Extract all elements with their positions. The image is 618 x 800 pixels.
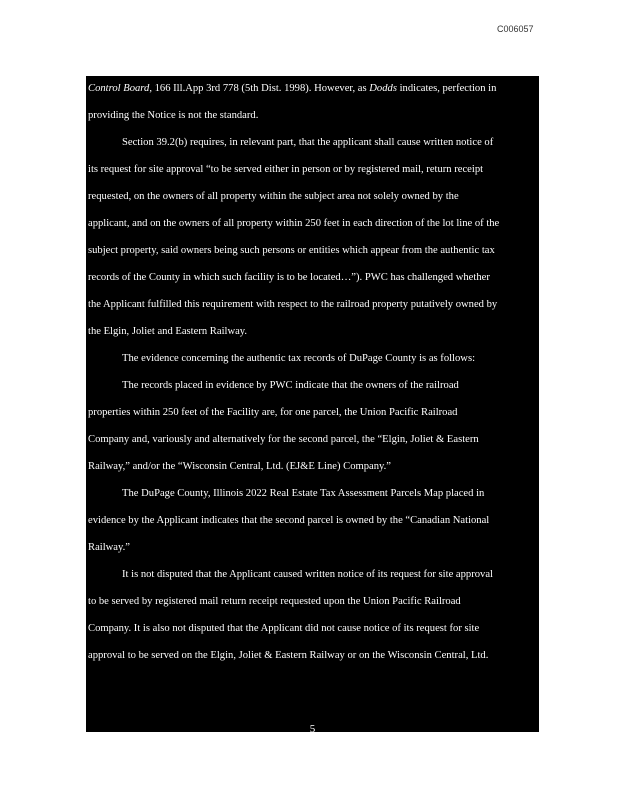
body-line: evidence by the Applicant indicates that the second parcel is owned by the “Canadian National xyxy=(88,515,490,526)
body-line: The evidence concerning the authentic tax records of DuPage County is as follows: xyxy=(122,353,476,364)
body-line: The DuPage County, Illinois 2022 Real Estate Tax Assessment Parcels Map placed in xyxy=(122,488,485,499)
body-line: Section 39.2(b) requires, in relevant part, that the applicant shall cause written notice of xyxy=(122,137,494,148)
body-line: requested, on the owners of all property within the subject area not solely owned by the xyxy=(88,191,459,202)
document-body xyxy=(86,76,539,735)
body-line: Railway.” xyxy=(88,542,130,553)
body-line: properties within 250 feet of the Facility are, for one parcel, the Union Pacific Railroad xyxy=(88,407,458,418)
body-line: providing the Notice is not the standard. xyxy=(88,110,259,121)
body-line: It is not disputed that the Applicant caused written notice of its request for site approval xyxy=(122,569,493,580)
body-line: its request for site approval “to be served either in person or by registered mail, return receipt xyxy=(88,164,484,175)
body-line: Company. It is also not disputed that the Applicant did not cause notice of its request for site xyxy=(88,623,480,634)
body-line: the Elgin, Joliet and Eastern Railway. xyxy=(88,326,248,337)
body-line: applicant, and on the owners of all property within 250 feet in each direction of the lot line of the xyxy=(88,218,500,229)
body-line: Company and, variously and alternatively for the second parcel, the “Elgin, Joliet & Eastern xyxy=(88,434,479,445)
body-line: approval to be served on the Elgin, Joliet & Eastern Railway or on the Wisconsin Central, Ltd. xyxy=(88,650,489,661)
body-line-1: Control Board, 166 Ill.App 3rd 778 (5th Dist. 1998). However, as Dodds indicates, perfection in xyxy=(88,83,497,94)
body-line: records of the County in which such facility is to be located…”). PWC has challenged whether xyxy=(88,272,490,283)
body-line: to be served by registered mail return receipt requested upon the Union Pacific Railroad xyxy=(88,596,461,607)
body-line: Railway,” and/or the “Wisconsin Central, Ltd. (EJ&E Line) Company.” xyxy=(88,461,391,472)
body-line: subject property, said owners being such persons or entities which appear from the authentic tax xyxy=(88,245,495,256)
document-id: C006057 xyxy=(497,24,534,34)
body-line: The records placed in evidence by PWC indicate that the owners of the railroad xyxy=(122,380,459,391)
page-number: 5 xyxy=(309,723,316,735)
body-line: the Applicant fulfilled this requirement with respect to the railroad property putatively owned by xyxy=(88,299,498,310)
